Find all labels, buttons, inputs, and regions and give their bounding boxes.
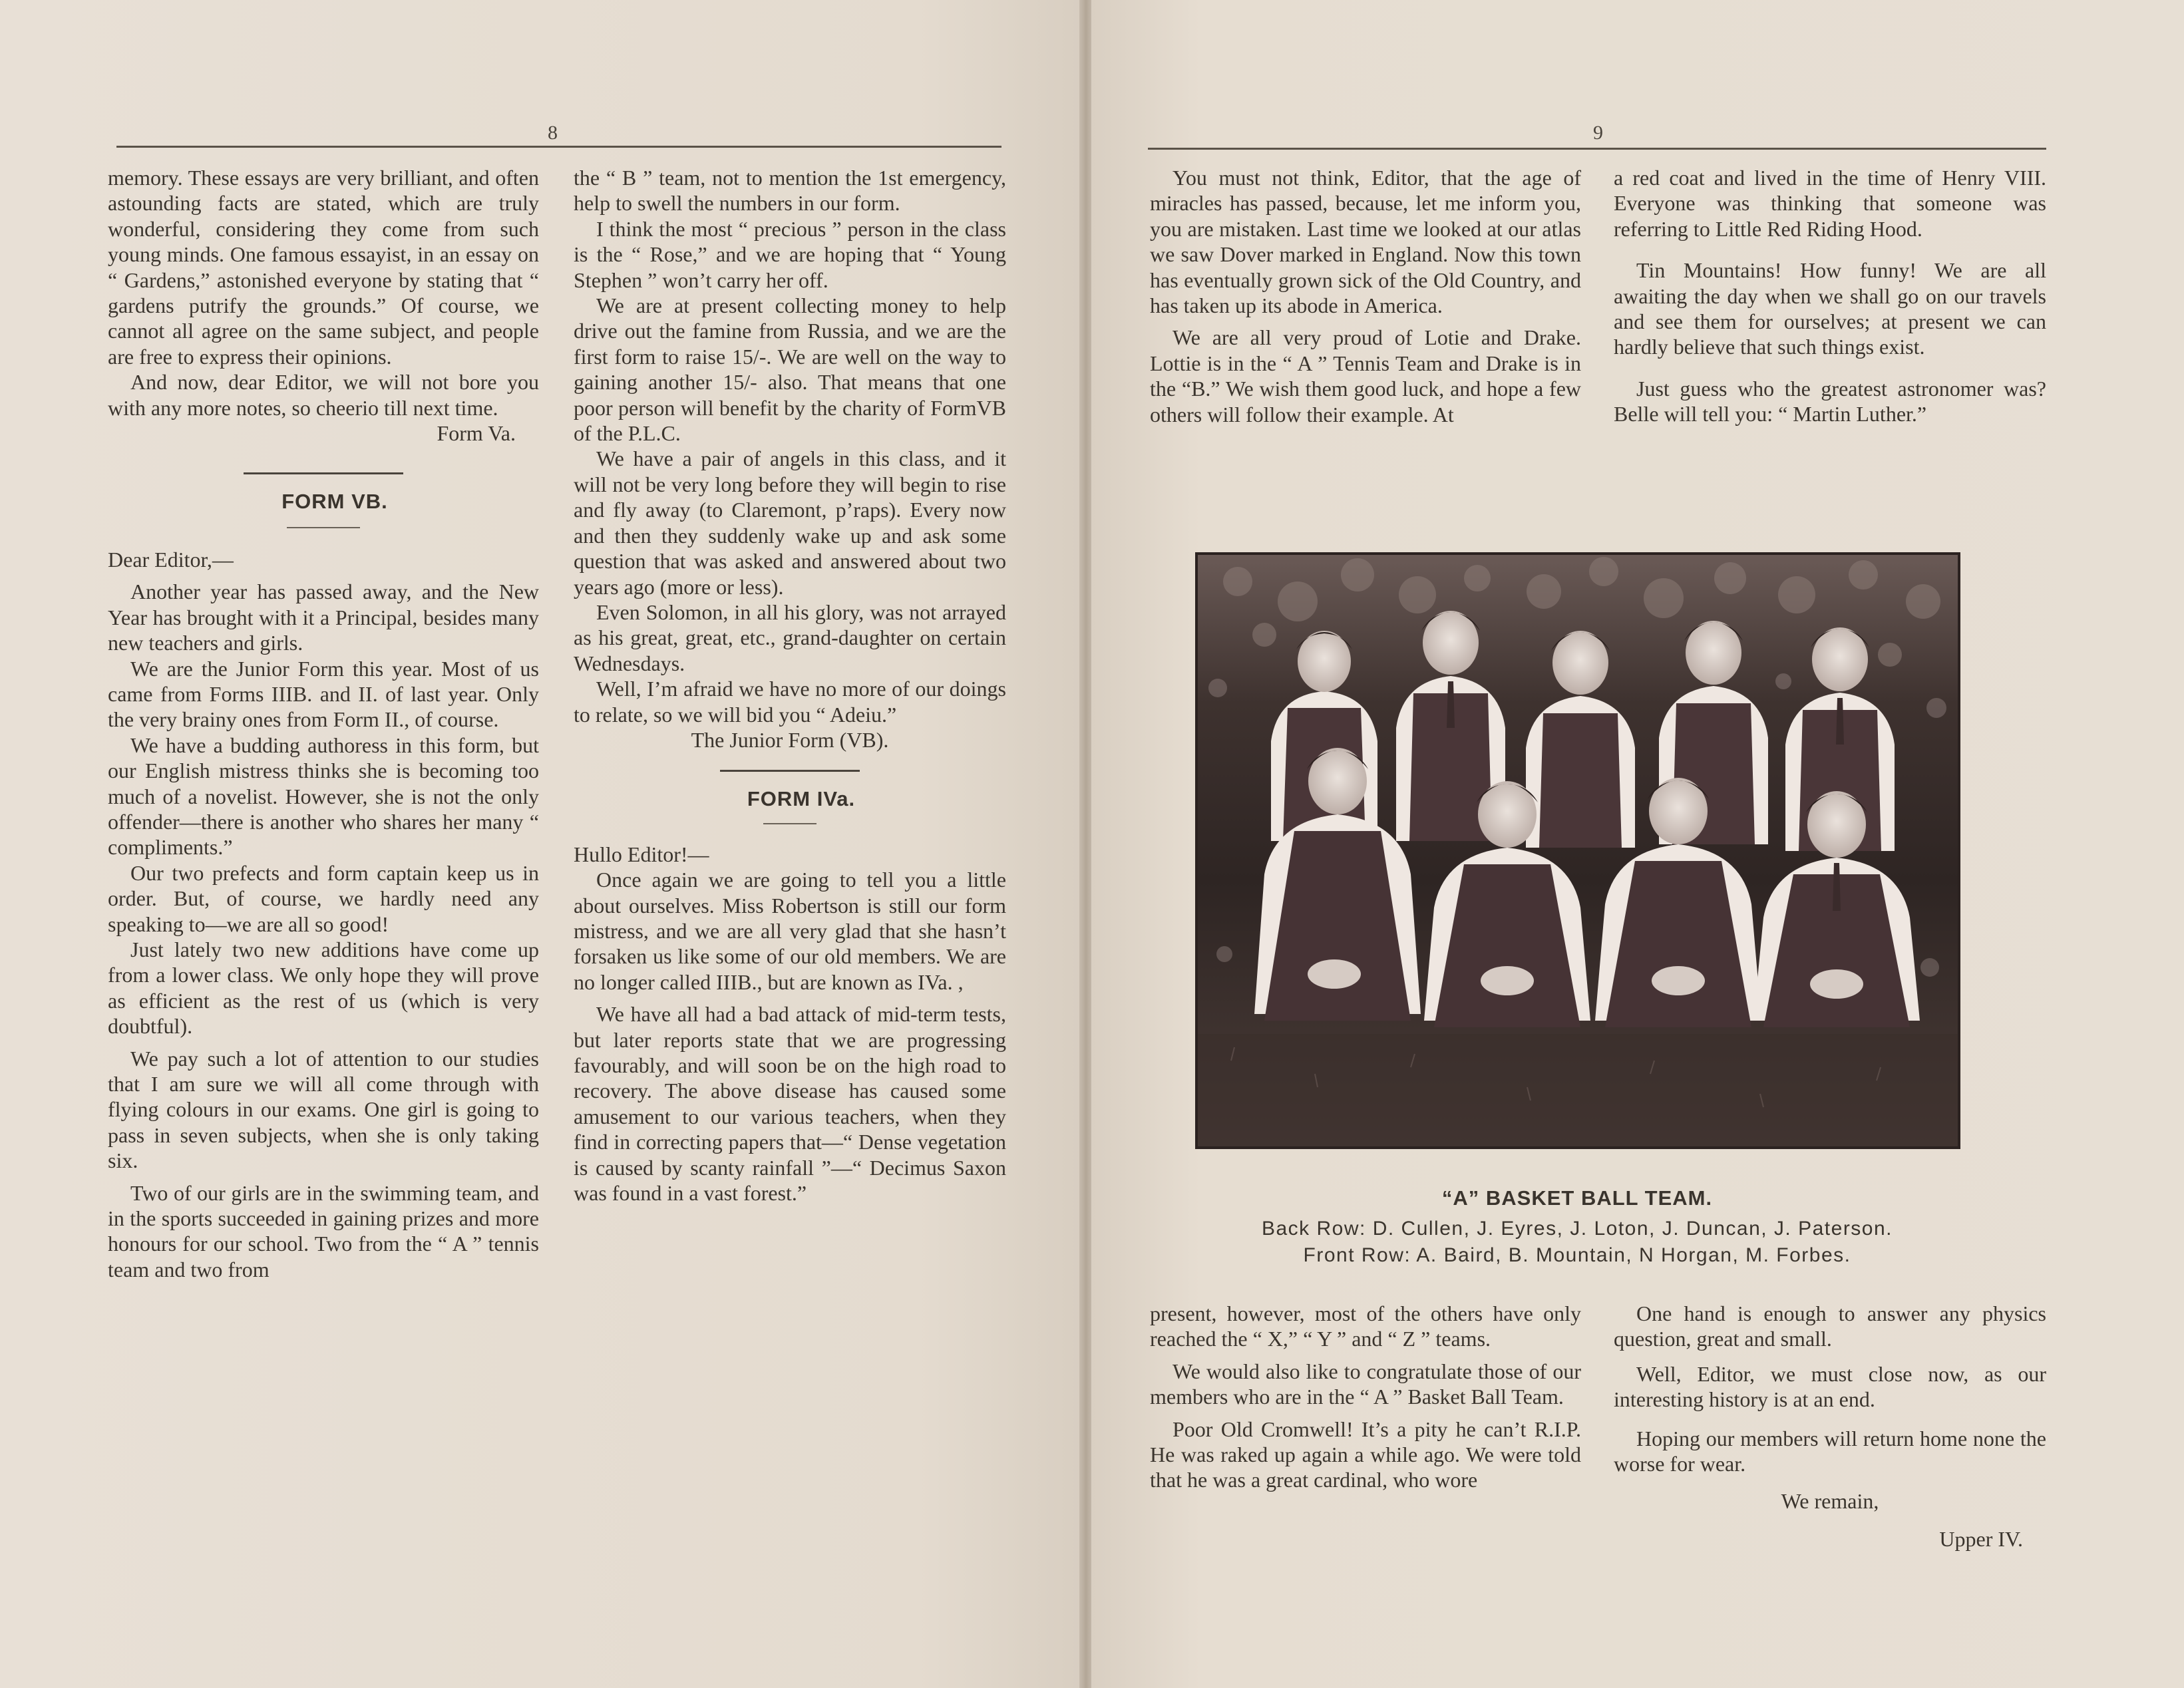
paragraph: We have a budding authoress in this form, but our English mistress thinks she is becoming too much of a novelist. However, she is not the only offender—there is another who shares her many “ compliments.” xyxy=(108,733,539,860)
team-photograph xyxy=(1195,552,1960,1149)
paragraph: We are all very proud of Lotie and Drake. Lottie is in the “ A ” Tennis Team and Drake is in the “B.” We wish them good luck, and hope a few others will follow their example. At xyxy=(1150,325,1581,426)
paragraph: We have all had a bad attack of mid-term tests, but later reports state that we are progressing favourably, and will soon be on the high road to recovery. The above disease has caused some amusement to our various teachers, when they find in correcting papers that—“ Dense vegetation is caused by scanty rainfall ”—“ Decimus Saxon was found in a vast forest.” xyxy=(574,1002,1006,1206)
salutation: Dear Editor,— xyxy=(108,547,234,572)
closing: We remain, xyxy=(1781,1489,1879,1514)
right-column-2 xyxy=(1614,165,2046,427)
right-column-1 xyxy=(1150,165,1581,427)
paragraph: Once again we are going to tell you a little about ourselves. Miss Robertson is still our form mistress, and we are all very glad that she hasn’t forsaken us like some of our old members. We are no longer called IIIB., but are known as IVa. , xyxy=(574,868,1006,994)
signature: Form Va. xyxy=(437,421,516,446)
paragraph: We pay such a lot of attention to our studies that I am sure we will all come through with flying colours in our exams. One girl is going to pass in seven subjects, when she is only taking six. xyxy=(108,1046,539,1173)
paragraph: One hand is enough to answer any physics question, great and small. xyxy=(1614,1301,2046,1351)
header-rule xyxy=(116,146,1001,148)
paragraph: You must not think, Editor, that the age of miracles has passed, because, let me inform you, you are mistaken. Last time we looked at our atlas we saw Dover marked in England. Now this town has eventually grown sick of the Old Country, and has taken up its abode in America. xyxy=(1150,166,1581,318)
section-heading: FORM IVa. xyxy=(747,787,856,811)
page-number: 8 xyxy=(548,122,558,144)
paragraph: Well, Editor, we must close now, as our interesting history is at an end. xyxy=(1614,1361,2046,1412)
paragraph: We are at present collecting money to help drive out the famine from Russia, and we are the first form to raise 15/-. We are well on the way to gaining another 15/- also. That means that one poor person will benefit by the charity of FormVB of the P.L.C. xyxy=(574,293,1006,446)
paragraph: We would also like to congratulate those of our members who are in the “ A ” Basket Ball Team. xyxy=(1150,1359,1581,1409)
paragraph: I think the most “ precious ” person in the class is the “ Rose,” and we are hoping that “ Young Stephen ” won’t carry her off. xyxy=(574,216,1006,292)
paragraph: Tin Mountains! How funny! We are all awaiting the day when we shall go on our travels and see them for ourselves; at present we can hardly believe that such things exist. xyxy=(1614,258,2046,359)
header-rule xyxy=(1148,148,2046,150)
paragraph: Just guess who the greatest astronomer was? Belle will tell you: “ Martin Luther.” xyxy=(1614,376,2046,426)
paragraph: the “ B ” team, not to mention the 1st emergency, help to swell the numbers in our form. xyxy=(574,166,1006,216)
paragraph: Two of our girls are in the swimming team, and in the sports succeeded in gaining prizes and more honours for our school. Two from the “ A ” tennis team and two from xyxy=(108,1180,539,1281)
section-heading: FORM VB. xyxy=(281,490,388,514)
paragraph: Our two prefects and form captain keep us in order. But, of course, we hardly need any speaking to—we are all so good! xyxy=(108,860,539,936)
salutation: Hullo Editor!— xyxy=(574,842,709,866)
paragraph: a red coat and lived in the time of Henry VIII. Everyone was thinking that someone was referring to Little Red Riding Hood. xyxy=(1614,166,2046,241)
paragraph: Even Solomon, in all his glory, was not arrayed as his great, great, etc., grand-daughter on certain Wednesdays. xyxy=(574,599,1006,675)
paragraph: present, however, most of the others have only reached the “ X,” “ Y ” and “ Z ” teams. xyxy=(1150,1301,1581,1351)
paragraph: Another year has passed away, and the New Year has brought with it a Principal, besides many new teachers and girls. xyxy=(108,580,539,655)
paragraph: Well, I’m afraid we have no more of our doings to relate, so we will bid you “ Adeiu.” xyxy=(574,677,1006,727)
paragraph: Hoping our members will return home none the worse for wear. xyxy=(1614,1426,2046,1476)
right-column-4 xyxy=(1614,1301,2046,1552)
photo-caption-front-row: Front Row: A. Baird, B. Mountain, N Horgan, M. Forbes. xyxy=(1303,1244,1851,1266)
paragraph: And now, dear Editor, we will not bore you with any more notes, so cheerio till next time. xyxy=(108,370,539,420)
paragraph: Poor Old Cromwell! It’s a pity he can’t R.I.P. He was raked up again a while ago. We were told that he was a great cardinal, who wore xyxy=(1150,1417,1581,1492)
page-number: 9 xyxy=(1593,122,1603,144)
signature: Upper IV. xyxy=(1939,1526,2023,1551)
left-page xyxy=(0,0,1081,1688)
paragraph: memory. These essays are very brilliant, and often astounding facts are stated, which are truly wonderful, considering they come from such young minds. One famous essayist, in an essay on “ Gardens,” astonished everyone by stating that “ gardens putrify the grounds.” Of course, we cannot all agree on the same subject, and people are free to express their opinions. xyxy=(108,166,539,369)
signature: The Junior Form (VB). xyxy=(691,727,889,752)
photo-caption-title: “A” BASKET BALL TEAM. xyxy=(1441,1186,1713,1210)
paragraph: We have a pair of angels in this class, and it will not be very long before they will begin to rise and fly away (to Claremont, p’raps). Every now and then they suddenly wake up and ask some question that was asked and answered about two years ago (more or less). xyxy=(574,446,1006,599)
paragraph: Just lately two new additions have come up from a lower class. We only hope they will prove as efficient as the rest of us (which is very doubtful). xyxy=(108,937,539,1039)
paragraph: We are the Junior Form this year. Most of us came from Forms IIIB. and II. of last year. Only the very brainy ones from Form II., of course. xyxy=(108,656,539,732)
left-column-1 xyxy=(108,165,539,1282)
left-column-2 xyxy=(574,165,1006,1206)
right-column-3 xyxy=(1150,1301,1581,1493)
photo-caption-back-row: Back Row: D. Cullen, J. Eyres, J. Loton, J. Duncan, J. Paterson. xyxy=(1261,1218,1893,1240)
